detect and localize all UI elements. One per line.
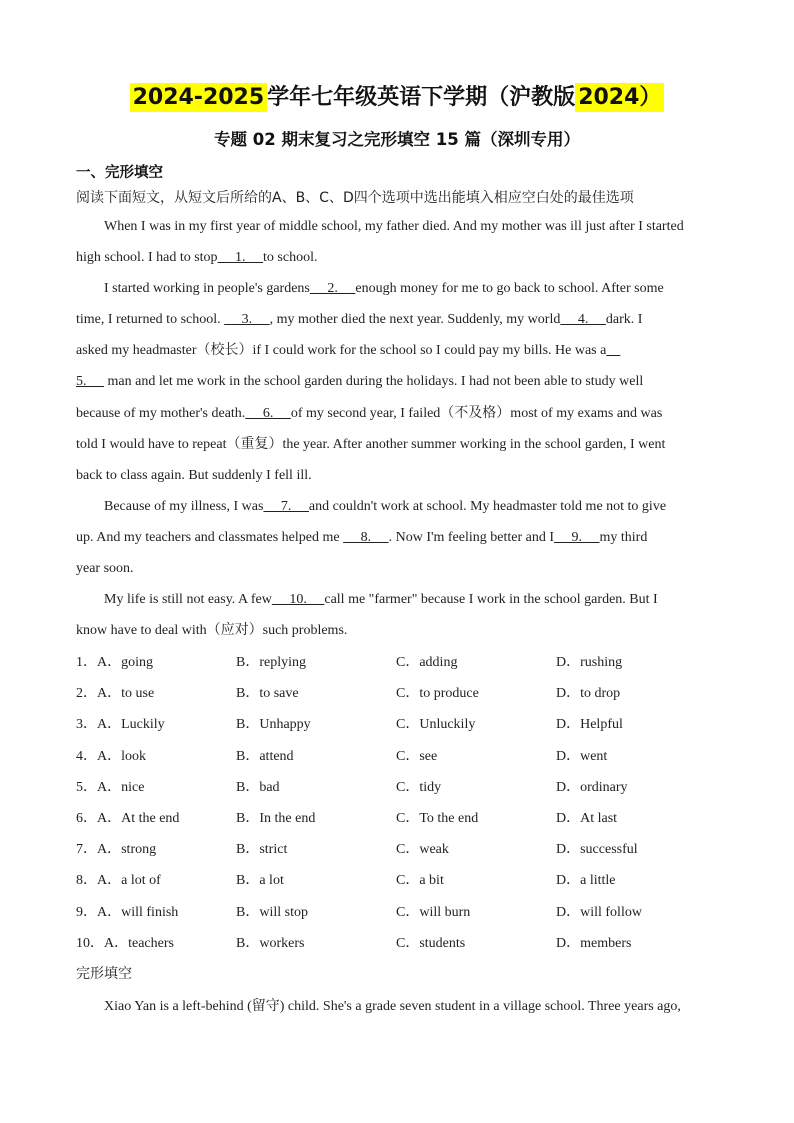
passage-line (76, 465, 716, 496)
passage-line (76, 589, 716, 620)
passage-text: I started working in people's gardens (104, 281, 310, 297)
option-c: C．will burn (396, 904, 471, 920)
option-a: 1．A．going (76, 655, 153, 670)
cloze-passage (76, 216, 716, 651)
option-d: D．to drop (556, 686, 621, 702)
option-d: D．will follow (556, 904, 642, 920)
passage-line (76, 247, 716, 278)
blank-3: 3. (224, 312, 270, 328)
option-b: B．will stop (236, 904, 308, 920)
option-d: D．Helpful (556, 717, 623, 733)
option-d: D．a little (556, 873, 616, 889)
passage-text: , my mother died the next year. Suddenly, my world (269, 312, 561, 328)
option-c: C．a bit (396, 873, 444, 889)
passage-line (76, 340, 716, 371)
option-a: 4．A．look (76, 748, 146, 764)
option-a: 9．A．will finish (76, 904, 179, 920)
option-c: C．To the end (396, 810, 479, 826)
question-options (76, 777, 716, 808)
passage-text: call me "farmer" because I work in the school garden. But I (324, 592, 658, 608)
option-a: 6．A．At the end (76, 810, 180, 826)
blank-4: 4. (560, 312, 606, 328)
option-c: C．tidy (396, 779, 442, 795)
option-a: 8．A．a lot of (76, 873, 161, 889)
passage-text: and couldn't work at school. My headmaster told me not to give (308, 498, 667, 514)
option-b: B．Unhappy (236, 717, 311, 733)
section-2-heading: 完形填空 (76, 966, 132, 982)
passage-text: of my second year, I failed（不及格）most of my exams and was (290, 405, 663, 421)
option-a: 5．A．nice (76, 779, 145, 795)
passage-line (76, 434, 716, 465)
passage-text: told I would have to repeat（重复）the year. After another summer working in the school garden, I went (76, 436, 666, 452)
passage-text: My life is still not easy. A few (104, 592, 272, 608)
passage-line (76, 278, 716, 309)
option-d: D．ordinary (556, 779, 628, 795)
page-subtitle: 专题 02 期末复习之完形填空 15 篇（深圳专用） (214, 130, 580, 149)
question-options (76, 746, 716, 777)
passage-text: Because of my illness, I was (104, 498, 264, 514)
blank-6: 6. (245, 405, 291, 421)
option-c: C．to produce (396, 686, 479, 702)
option-d: D．rushing (556, 655, 623, 670)
question-options (76, 870, 716, 901)
passage-text: Xiao Yan is a left-behind (留守) child. She's a grade seven student in a village school. Three years ago, (104, 999, 681, 1014)
question-options (76, 652, 716, 683)
blank-5-start (606, 343, 620, 358)
option-b: B．to save (236, 686, 299, 702)
option-b: B．a lot (236, 873, 284, 889)
option-b: B．In the end (236, 810, 316, 826)
passage-text: dark. I (605, 312, 643, 328)
option-a: 7．A．strong (76, 842, 157, 858)
passage-text: asked my headmaster（校长）if I could work for the school so I could pay my bills. He was a (76, 343, 607, 359)
question-options (76, 808, 716, 839)
passage-line (76, 527, 716, 558)
passage-text: know have to deal with（应对）such problems. (76, 623, 348, 639)
option-c: C．see (396, 748, 438, 764)
option-b: B．attend (236, 748, 294, 764)
option-d: D．went (556, 748, 608, 764)
passage-line (76, 620, 716, 651)
passage-line (76, 996, 716, 1027)
question-options (76, 933, 716, 964)
option-a: 10．A．teachers (76, 935, 174, 951)
passage-line (76, 403, 716, 434)
title-year: 2024-2025 (130, 83, 268, 112)
passage-text: When I was in my first year of middle school, my father died. And my mother was ill just after I started (104, 219, 684, 234)
instruction-text: 阅读下面短文，从短文后所给的A、B、C、D四个选项中选出能填入相应空白处的最佳选项 (76, 190, 634, 206)
blank-9: 9. (554, 529, 600, 545)
option-b: B．bad (236, 779, 280, 795)
passage-text: . Now I'm feeling better and I (388, 529, 555, 545)
passage-text: back to class again. But suddenly I fell ill. (76, 467, 312, 483)
title-middle: 学年七年级英语下学期（沪教版 (267, 85, 576, 110)
passage-line (76, 371, 716, 402)
passage-text: to school. (263, 250, 318, 266)
option-a: 2．A．to use (76, 686, 155, 702)
option-c: C．weak (396, 842, 449, 858)
page-title (0, 80, 794, 111)
option-c: C．adding (396, 655, 458, 670)
question-options (76, 683, 716, 714)
option-d: D．At last (556, 810, 618, 826)
option-d: D．members (556, 935, 632, 951)
passage-text: because of my mother's death. (76, 405, 246, 421)
passage-line (76, 496, 716, 527)
option-b: B．replying (236, 655, 306, 670)
question-options (76, 714, 716, 745)
question-options (76, 839, 716, 870)
option-b: B．strict (236, 842, 288, 858)
answer-options (76, 652, 716, 964)
blank-2: 2. (309, 281, 356, 297)
cloze-passage-2 (76, 996, 716, 1027)
blank-5: 5. (76, 374, 104, 390)
blank-10: 10. (271, 592, 325, 608)
option-d: D．successful (556, 842, 638, 858)
option-a: 3．A．Luckily (76, 717, 165, 733)
passage-line (76, 558, 716, 589)
passage-text: high school. I had to stop (76, 250, 218, 266)
option-c: C．students (396, 935, 466, 951)
passage-text: time, I returned to school. (76, 312, 225, 328)
passage-line (76, 309, 716, 340)
passage-text: year soon. (76, 561, 134, 577)
passage-text: my third (599, 529, 648, 545)
blank-8: 8. (343, 529, 389, 545)
option-b: B．workers (236, 935, 305, 951)
option-c: C．Unluckily (396, 717, 476, 733)
blank-7: 7. (263, 498, 309, 514)
question-options (76, 902, 716, 933)
blank-1: 1. (217, 250, 264, 266)
passage-text: up. And my teachers and classmates helped me (76, 529, 344, 545)
passage-text: enough money for me to go back to school. After some (355, 281, 664, 297)
section-heading: 一、完形填空 (76, 165, 163, 181)
passage-text: man and let me work in the school garden during the holidays. I had not been able to study well (104, 374, 644, 390)
passage-line (76, 216, 716, 247)
title-edition: 2024） (575, 83, 664, 112)
